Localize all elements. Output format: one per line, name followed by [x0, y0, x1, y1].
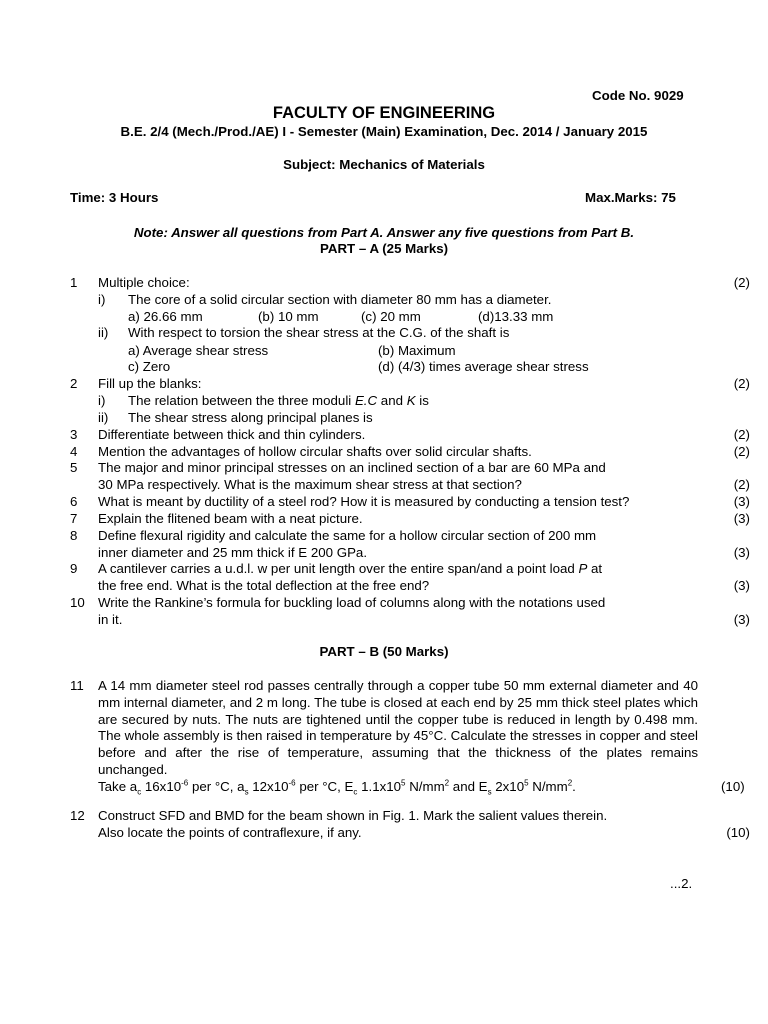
- question-text: Multiple choice:: [98, 275, 190, 290]
- question-1-i-options: [70, 308, 750, 325]
- sub-number: ii): [98, 325, 109, 340]
- question-8: [70, 527, 750, 544]
- question-text: Mention the advantages of hollow circular shafts over solid circular shafts.: [98, 444, 532, 459]
- question-number: 8: [70, 528, 78, 543]
- question-12-line2: [70, 824, 750, 841]
- question-number: 4: [70, 444, 78, 459]
- question-2-ii: [70, 409, 750, 426]
- question-number: 7: [70, 511, 78, 526]
- question-marks: (10): [726, 825, 750, 840]
- code-number: Code No. 9029: [592, 88, 684, 103]
- sub-number: i): [98, 393, 106, 408]
- question-1-ii: [70, 324, 750, 341]
- question-text: Write the Rankine’s formula for buckling load of columns along with the notations used: [98, 595, 606, 610]
- sub-text: With respect to torsion the shear stress at the C.G. of the shaft is: [128, 325, 510, 340]
- page-continuation: ...2.: [670, 876, 693, 891]
- question-1-ii-options-ab: [70, 342, 750, 359]
- question-marks: (10): [721, 779, 745, 794]
- question-marks: (2): [733, 477, 750, 492]
- question-1-ii-options-cd: [70, 358, 750, 375]
- question-text: Construct SFD and BMD for the beam shown in Fig. 1. Mark the salient values therein.: [98, 808, 608, 823]
- option-b: (b) 10 mm: [258, 309, 319, 324]
- question-1: [70, 274, 750, 291]
- question-5-cont: [70, 476, 750, 493]
- question-number: 2: [70, 376, 78, 391]
- question-marks: (2): [733, 444, 750, 459]
- question-2-i: [70, 392, 750, 409]
- question-text: Also locate the points of contraflexure, if any.: [98, 825, 362, 840]
- question-text: A 14 mm diameter steel rod passes centrally through a copper tube 50 mm external diameter and 40 mm internal diameter, and 2 m long. The tube is closed at each end by 25 mm thick steel plates which are secured by nuts. The nuts are tightened until the copper tube is reduced in length by 0.498 mm. The whole assembly is then raised in temperature by 45°C. Calculate the stresses in copper and steel before and after the rise of temperature, assuming that the thickness of the plates remains unchanged. Take $a_c$ $16x10^{-6}$ per °C, $a_s$ $12x10^{-6}$ per °C, $E_c$ $1.1x10^5$ $N/mm^2$ and $E_s$ $2x10^5$ $N/mm^2$.: [98, 678, 698, 797]
- question-10-cont: [70, 611, 750, 628]
- question-1-i: [70, 291, 750, 308]
- question-9-cont: [70, 577, 750, 594]
- option-d: (d)13.33 mm: [478, 309, 554, 324]
- question-marks: (3): [733, 511, 750, 526]
- max-marks-label: Max.Marks: 75: [585, 190, 676, 205]
- sub-text: The relation between the three moduli E.C and K is: [128, 393, 429, 408]
- question-marks: (3): [733, 545, 750, 560]
- question-text: What is meant by ductility of a steel rod? How it is measured by conducting a tension test?: [98, 494, 630, 509]
- question-6: [70, 493, 750, 510]
- instructions-note: Note: Answer all questions from Part A. Answer any five questions from Part B.: [133, 225, 635, 240]
- sub-text: The core of a solid circular section with diameter 80 mm has a diameter.: [128, 292, 552, 307]
- option-d: (d) (4/3) times average shear stress: [378, 359, 589, 374]
- question-marks: (2): [733, 376, 750, 391]
- question-marks: (2): [733, 427, 750, 442]
- exam-title: B.E. 2/4 (Mech./Prod./AE) I - Semester (Main) Examination, Dec. 2014 / January 2015: [120, 124, 648, 139]
- question-marks: (2): [733, 275, 750, 290]
- question-10: [70, 594, 750, 611]
- question-text: Explain the flitened beam with a neat picture.: [98, 511, 363, 526]
- part-a-heading: PART – A (25 Marks): [319, 241, 449, 256]
- question-number: 12: [70, 808, 85, 823]
- option-a: a) 26.66 mm: [128, 309, 203, 324]
- question-marks: (3): [733, 578, 750, 593]
- sub-number: ii): [98, 410, 109, 425]
- option-c: c) Zero: [128, 359, 171, 374]
- question-text: Fill up the blanks:: [98, 376, 202, 391]
- subject-line: Subject: Mechanics of Materials: [283, 157, 485, 172]
- sub-number: i): [98, 292, 106, 307]
- question-text: inner diameter and 25 mm thick if E 200 GPa.: [98, 545, 368, 560]
- question-text: the free end. What is the total deflection at the free end?: [98, 578, 430, 593]
- question-8-cont: [70, 544, 750, 561]
- question-number: 10: [70, 595, 85, 610]
- question-number: 9: [70, 561, 78, 576]
- question-3: [70, 426, 750, 443]
- question-number: 1: [70, 275, 78, 290]
- question-text: A cantilever carries a u.d.l. w per unit length over the entire span/and a point load P at: [98, 561, 603, 576]
- question-4: [70, 443, 750, 460]
- option-c: (c) 20 mm: [361, 309, 421, 324]
- sub-text: The shear stress along principal planes is: [128, 410, 373, 425]
- faculty-title: FACULTY OF ENGINEERING: [272, 104, 496, 122]
- question-number: 11: [70, 678, 84, 693]
- question-text: Differentiate between thick and thin cylinders.: [98, 427, 366, 442]
- part-b-heading: PART – B (50 Marks): [319, 644, 449, 659]
- question-text: Define flexural rigidity and calculate the same for a hollow circular section of 200 mm: [98, 528, 597, 543]
- question-text: 30 MPa respectively. What is the maximum shear stress at that section?: [98, 477, 522, 492]
- question-number: 6: [70, 494, 78, 509]
- question-9: [70, 560, 750, 577]
- question-marks: (3): [733, 494, 750, 509]
- question-marks: (3): [733, 612, 750, 627]
- option-a: a) Average shear stress: [128, 343, 269, 358]
- question-12-line1: [70, 807, 750, 824]
- question-number: 5: [70, 460, 78, 475]
- question-7: [70, 510, 750, 527]
- question-text: in it.: [98, 612, 123, 627]
- question-text: The major and minor principal stresses on an inclined section of a bar are 60 MPa and: [98, 460, 606, 475]
- question-number: 3: [70, 427, 78, 442]
- option-b: (b) Maximum: [378, 343, 456, 358]
- time-label: Time: 3 Hours: [70, 190, 159, 205]
- question-11-constants: Take $a_c$ $16x10^{-6}$ per °C, $a_s$ $12x10^{-6}$ per °C, $E_c$ $1.1x10^5$ $N/mm^2$ and $E_s$ $2x10^5$ $N/mm^2$.: [98, 778, 576, 797]
- question-5: [70, 459, 750, 476]
- question-2: [70, 375, 750, 392]
